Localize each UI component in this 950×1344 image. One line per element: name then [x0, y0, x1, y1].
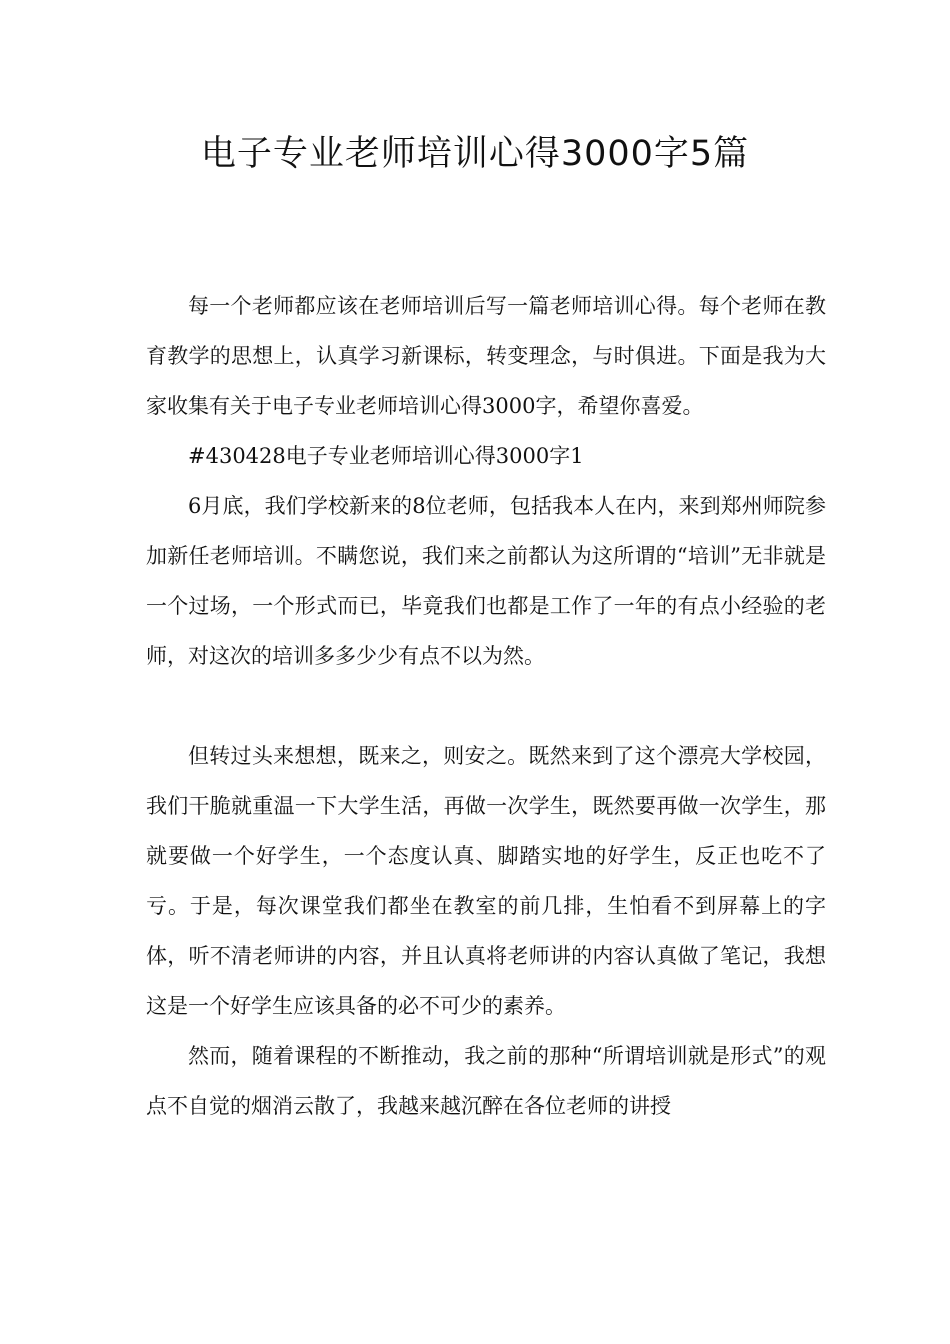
- paragraph-change: 然而，随着课程的不断推动，我之前的那种“所谓培训就是形式”的观点不自觉的烟消云散了，我越来越沉醉在各位老师的讲授: [146, 1044, 826, 1118]
- paragraph-attitude: 但转过头来想想，既来之，则安之。既然来到了这个漂亮大学校园，我们干脆就重温一下大学生活，再做一次学生，既然要再做一次学生，那就要做一个好学生，一个态度认真、脚踏实地的好学生，反正也吃不了亏。于是，每次课堂我们都坐在教室的前几排，生怕看不到屏幕上的字体，听不清老师讲的内容，并且认真将老师讲的内容认真做了笔记，我想这是一个好学生应该具备的必不可少的素养。: [146, 744, 826, 1018]
- document-title: 电子专业老师培训心得3000字5篇: [200, 134, 750, 174]
- paragraph-heading-1: #430428电子专业老师培训心得3000字1: [188, 444, 584, 468]
- paragraph-training-start: 6月底，我们学校新来的8位老师，包括我本人在内，来到郑州师院参加新任老师培训。不瞒您说，我们来之前都认为这所谓的“培训”无非就是一个过场，一个形式而已，毕竟我们也都是工作了一年的有点小经验的老师，对这次的培训多多少少有点不以为然。: [146, 494, 826, 668]
- document-body: [146, 281, 826, 1131]
- paragraph-intro: 每一个老师都应该在老师培训后写一篇老师培训心得。每个老师在教育教学的思想上，认真学习新课标，转变理念，与时俱进。下面是我为大家收集有关于电子专业老师培训心得3000字，希望你喜爱。: [146, 294, 826, 418]
